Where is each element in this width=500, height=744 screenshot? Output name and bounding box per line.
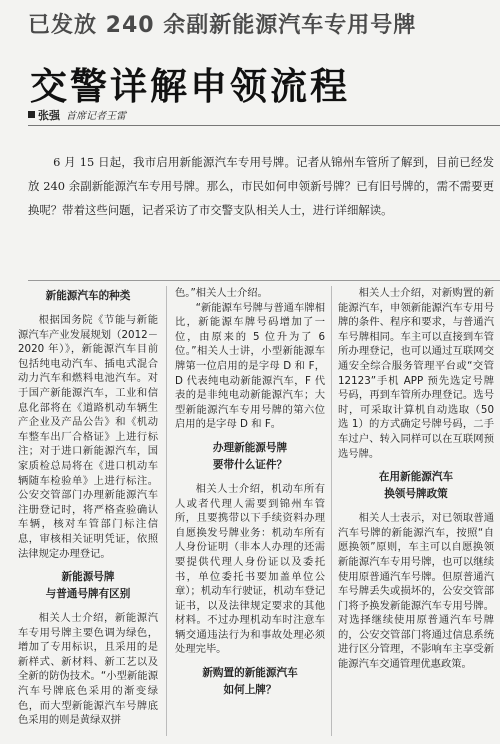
- section-heading-line: 与普通号牌有区别: [45, 588, 131, 601]
- article-column-2: [175, 286, 325, 736]
- byline-divider: [28, 125, 500, 126]
- lead-paragraph: 6 月 15 日起，我市启用新能源汽车专用号牌。记者从锦州车管所了解到，目前已经发放 240 余副新能源汽车专用号牌。那么，市民如何申领新号牌？已有旧号牌的，需不需要更换呢？带着这些问题，记者采访了市交警支队相关人士，进行详细解读。: [28, 155, 494, 217]
- section-heading-ev-types: 新能源汽车的种类: [45, 290, 131, 302]
- section-heading-line: 在用新能源汽车: [378, 471, 454, 484]
- section-heading-line: 新购置的新能源汽车: [202, 667, 298, 680]
- section-heading-line: 要带什么证件？: [212, 458, 288, 471]
- section-heading-plate-difference: [18, 569, 158, 603]
- paragraph-documents: 相关人士介绍，机动车所有人或者代理人需要到锦州车管所，且要携带以下手续资料办理自愿换发号牌业务：机动车所有人身份证明（非本人办理的还需要提供代理人身份证以及委托书，单位委托书要加盖单位公章）；机动车行驶证，机动车登记证书，以及法律规定要求的其他材料。不过办理机动车时注意车辆交通违法行为和事故处理必须处理完毕。: [175, 482, 325, 656]
- section-heading-exchange-policy: [338, 469, 494, 503]
- section-heading-line: 换领号牌政策: [384, 488, 448, 501]
- paragraph-continuation: 色。”相关人士介绍。: [175, 287, 268, 299]
- byline: [28, 107, 126, 123]
- section-heading-documents: [175, 440, 325, 474]
- section-heading-line: 如何上牌？: [223, 684, 277, 697]
- byline-role: 首席记者王雷: [66, 111, 126, 122]
- column-divider-2: [331, 286, 332, 736]
- paragraph-plate-difference: 相关人士介绍，新能源汽车专用号牌主要色调为绿色，增加了专用标识，且采用的是新样式、新材料、新工艺以及全新的防伪技术。“小型新能源汽车号牌底色采用的渐变绿色，而大型新能源汽车号牌底色采用的则是黄绿双拼: [18, 612, 158, 727]
- paragraph-exchange-policy: 相关人士表示，对已领取普通汽车号牌的新能源汽车，按照“自愿换领”原则，车主可以自愿换领新能源汽车专用号牌，也可以继续使用原普通汽车号牌。但原普通汽车号牌丢失或损坏的，公安交管部门将予换发新能源汽车专用号牌。对选择继续使用原普通汽车号牌的，公安交管部门将通过信息系统进行区分管理，不影响车主享受新能源汽车交通管理优惠政策。: [338, 512, 494, 671]
- byline-square-icon: [28, 111, 35, 118]
- paragraph-new-vehicle: 相关人士介绍，对新购置的新能源汽车，申领新能源汽车专用号牌的条件、程序和要求，与普通汽车号牌相同。车主可以直接到车管所办理登记，也可以通过互联网交通安全综合服务管理平台或“交管 12123”手机 APP 预先选定号牌号码，再到车管所办理登记。选号时，可采取计算机自动选取（50 选 1）的方式确定号牌号码，二手车过户、转入同样可以在互联网预选号牌。: [338, 287, 494, 460]
- column-divider-1: [166, 286, 167, 736]
- headline-subtitle: 已发放 240 余副新能源汽车专用号牌: [28, 13, 417, 38]
- section-heading-line: 办理新能源号牌: [212, 441, 288, 454]
- paragraph-plate-number: “新能源车号牌与普通车牌相比，新能源车牌号码增加了一位，由原来的 5 位升为了 6 位。”相关人士讲，小型新能源车牌第一位启用的是字母 D 和 F，D 代表纯电动新能源汽车，F 代表的是非纯电动新能源汽车；大型新能源汽车专用号牌的第六位启用的是字母 D 和 F。: [175, 301, 325, 431]
- byline-author: 张强: [38, 109, 60, 122]
- article-column-3: [338, 286, 494, 736]
- paragraph-ev-types: 根据国务院《节能与新能源汽车产业发展规划（2012－2020 年）》，新能源汽车目前包括纯电动汽车、插电式混合动力汽车和燃料电池汽车。对于国产新能源汽车，工业和信息化部将在《道路机动车辆生产企业及产品公告》和《机动车整车出厂合格证》上进行标注；对于进口新能源汽车，国家质检总局将在《进口机动车辆随车检验单》上进行标注。公安交管部门办理新能源汽车注册登记时，将严格查验确认车辆，核对车管部门标注信息，审核相关证明凭证，依照法律规定办理登记。: [18, 314, 158, 560]
- lead-divider: [28, 280, 500, 281]
- section-heading-line: 新能源号牌: [61, 571, 115, 584]
- article-column-1: [18, 286, 158, 736]
- headline-title: 交警详解申领流程: [30, 65, 350, 108]
- section-heading-new-vehicle: [175, 665, 325, 699]
